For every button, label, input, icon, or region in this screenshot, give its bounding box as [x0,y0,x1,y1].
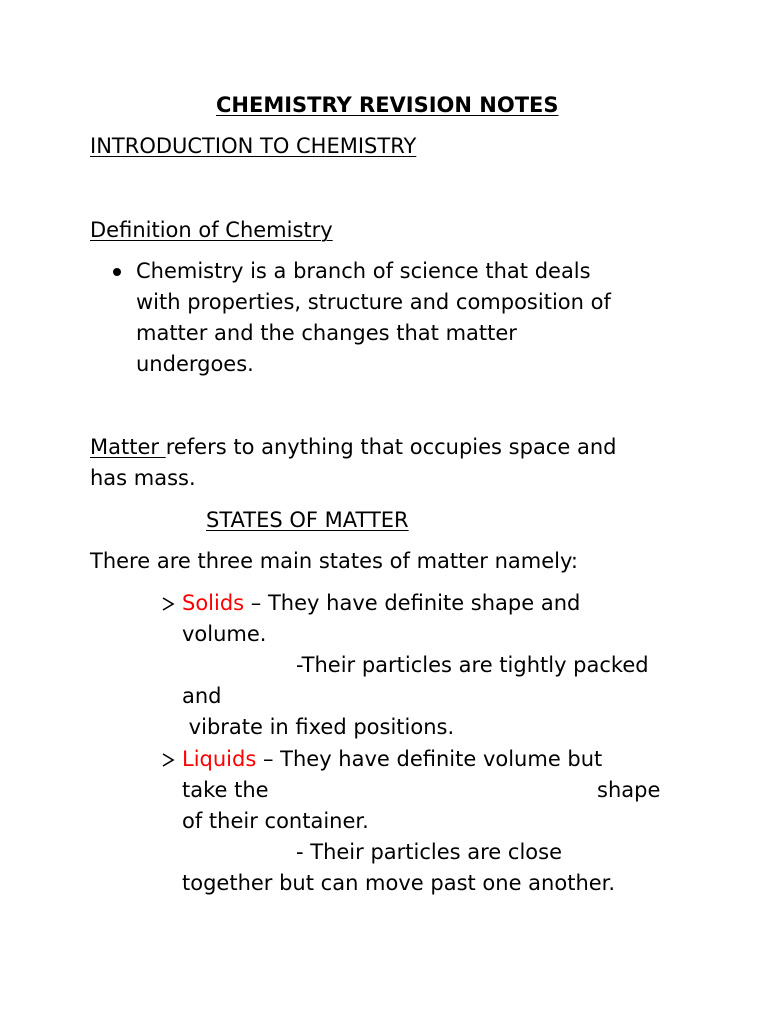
solids-item [182,588,580,619]
intro-heading: INTRODUCTION TO CHEMISTRY [90,134,417,158]
definition-heading: Definition of Chemistry [90,218,333,242]
liquids-line: - Their particles are close [296,840,562,864]
liquids-item [182,744,602,775]
matter-term: Matter [90,435,166,459]
arrow-bullet-icon [160,596,176,612]
states-heading: STATES OF MATTER [206,508,409,532]
definition-line: matter and the changes that matter [136,321,517,345]
liquids-term: Liquids [182,747,257,771]
solids-line: volume. [182,622,267,646]
solids-line: and [182,684,222,708]
definition-line: undergoes. [136,352,254,376]
liquids-line: shape [597,778,661,802]
solids-line: -Their particles are tightly packed [296,653,649,677]
matter-paragraph [90,432,616,463]
definition-line: Chemistry is a branch of science that deals [136,259,591,283]
bullet-dot-icon [113,268,121,276]
liquids-description: – They have definite volume but [256,747,603,771]
matter-paragraph-line2: has mass. [90,466,196,490]
states-intro: There are three main states of matter namely: [90,549,578,573]
matter-definition: refers to anything that occupies space and [165,435,617,459]
arrow-bullet-icon [160,752,176,768]
liquids-line: take the [182,778,269,802]
definition-line: with properties, structure and composition of [136,290,611,314]
solids-line: vibrate in fixed positions. [182,715,455,739]
liquids-line: of their container. [182,809,369,833]
liquids-line: together but can move past one another. [182,871,616,895]
solids-description: – They have definite shape and [244,591,581,615]
document-title: CHEMISTRY REVISION NOTES [216,93,559,117]
solids-term: Solids [182,591,245,615]
